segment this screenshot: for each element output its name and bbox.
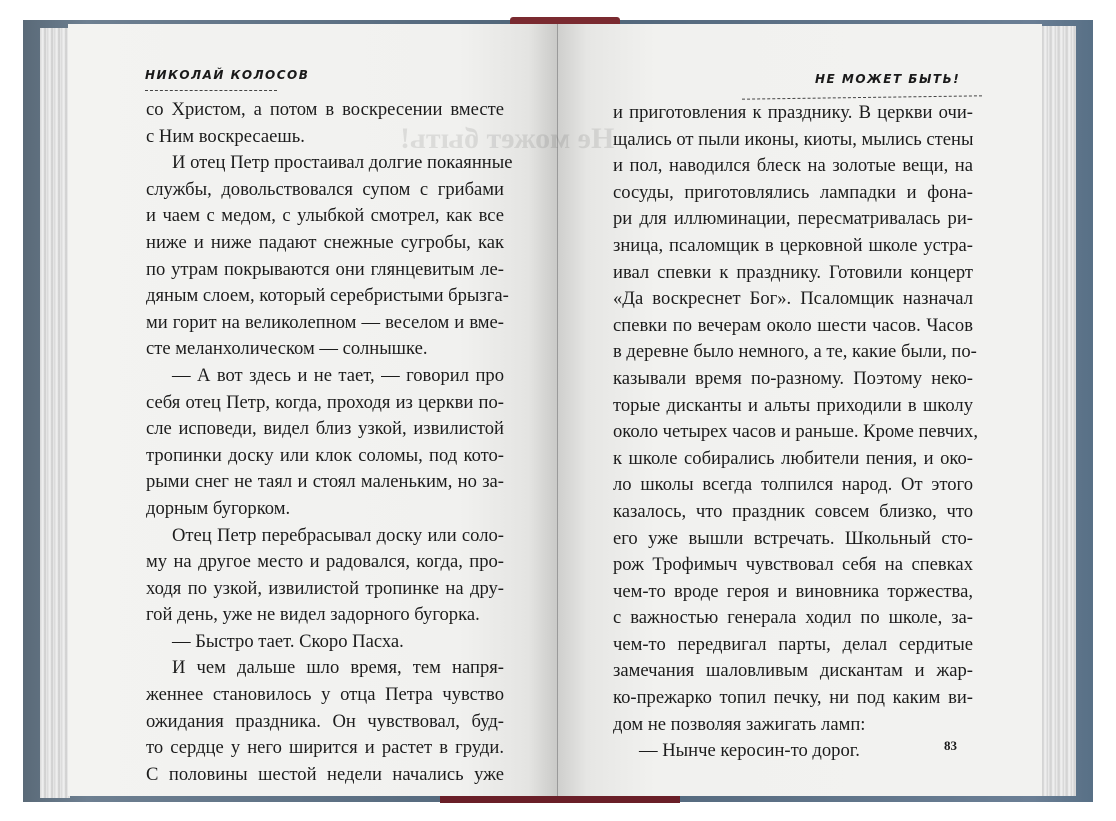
text-line: замечания шаловливым дискантам и жар- <box>613 660 973 682</box>
text-line: ходя по узкой, извилистой тропинке на дру- <box>146 577 504 599</box>
text-line: и пол, наводился блеск на золотые вещи, на <box>613 155 973 177</box>
text-line: около четырех часов и раньше. Кроме певчих, <box>613 421 978 443</box>
text-line: торые дисканты и альты приходили в школу <box>613 394 973 416</box>
book-spine-bottom <box>440 795 680 803</box>
text-line: дорным бугорком. <box>146 497 291 519</box>
text-line: — А вот здесь и не тает, — говорил про <box>172 364 504 386</box>
text-line: сте меланхолическом — солнышке. <box>146 338 428 360</box>
text-line: чем-то вроде героя и виновника торжества, <box>613 580 973 602</box>
text-line: щались от пыли иконы, киоты, мылись стены <box>613 128 974 150</box>
text-line: в деревне было немного, а те, какие были, по- <box>613 341 977 363</box>
text-line: себя отец Петр, когда, проходя из церкви по- <box>146 391 504 413</box>
text-line: ивал спевки к празднику. Готовили концерт <box>613 261 973 283</box>
text-line: ри для иллюминации, пересматривалась ри- <box>613 208 973 230</box>
page-edges-right <box>1040 26 1076 796</box>
text-line: — Быстро тает. Скоро Пасха. <box>172 630 404 652</box>
running-head-title: НЕ МОЖЕТ БЫТЬ! <box>815 72 961 86</box>
text-line: его уже вышли встречать. Школьный сто- <box>613 527 973 549</box>
text-line: рыми снег не таял и стоял маленьким, но за- <box>146 471 504 493</box>
text-line: зница, псаломщик в церковной школе устра- <box>613 234 973 256</box>
text-line: службы, довольствовался супом с грибами <box>146 178 504 200</box>
text-line: «Да воскреснет Бог». Псаломщик назначал <box>613 288 973 310</box>
text-line: со Христом, а потом в воскресении вместе <box>146 99 504 120</box>
text-line: му на другое место и радовался, когда, про- <box>146 551 504 573</box>
page-number: 83 <box>944 738 957 753</box>
text-line: и приготовления к празднику. В церкви очи- <box>613 102 973 123</box>
text-line: ло школы всегда толпился народ. От этого <box>613 474 973 496</box>
text-line: ниже и ниже падают снежные сугробы, как <box>146 231 504 253</box>
text-line: к школе собирались любители пения, и око- <box>613 447 973 469</box>
text-line: рож Трофимыч чувствовал себя на спевках <box>613 554 973 576</box>
text-line: И отец Петр простаивал долгие покаянные <box>172 152 513 174</box>
text-line: с Ним воскресаешь. <box>146 125 305 147</box>
text-line: сле исповеди, видел близ узкой, извилистой <box>146 418 504 440</box>
text-line: ми горит на великолепном — веселом и вме- <box>146 311 504 333</box>
text-line: — Нынче керосин-то дорог. <box>639 740 860 762</box>
text-line: казывали время по-разному. Поэтому неко- <box>613 367 973 389</box>
page-edges-left <box>40 28 70 798</box>
running-head-rule-left <box>145 90 277 91</box>
text-line: с важностью генерала ходил по школе, за- <box>613 607 973 629</box>
text-line: чем-то передвигал парты, делал сердитые <box>613 633 973 655</box>
text-line: Отец Петр перебрасывал доску или соло- <box>172 524 504 546</box>
text-line: И чем дальше шло время, тем напря- <box>172 657 504 679</box>
text-line: сосуды, приготовлялись лампадки и фона- <box>613 181 973 203</box>
text-line: женнее становилось у отца Петра чувство <box>146 684 504 706</box>
text-line: С половины шестой недели начались уже <box>146 763 504 785</box>
text-line: то сердце у него ширится и растет в груди. <box>146 737 504 759</box>
bleed-through-heading: Не может быть! <box>400 122 615 155</box>
text-line: дяным слоем, который серебристыми брызга- <box>146 285 509 307</box>
text-line: и чаем с медом, с улыбкой смотрел, как все <box>146 205 504 227</box>
text-line: по утрам покрываются они глянцевитым ле- <box>146 258 504 280</box>
running-head-author: НИКОЛАЙ КОЛОСОВ <box>145 68 310 82</box>
text-line: казалось, что праздник совсем близко, что <box>613 500 973 522</box>
right-page-body <box>613 100 978 765</box>
text-line: ко-прежарко топил печку, ни под каким ви- <box>613 687 973 709</box>
text-line: ожидания праздника. Он чувствовал, буд- <box>146 710 504 732</box>
text-line: тропинки доску или клок соломы, под кото- <box>146 444 504 466</box>
text-line: дом не позволяя зажигать ламп: <box>613 713 866 735</box>
text-line: гой день, уже не видел задорного бугорка. <box>146 604 480 626</box>
text-line: спевки по вечерам около шести часов. Часов <box>613 314 973 336</box>
